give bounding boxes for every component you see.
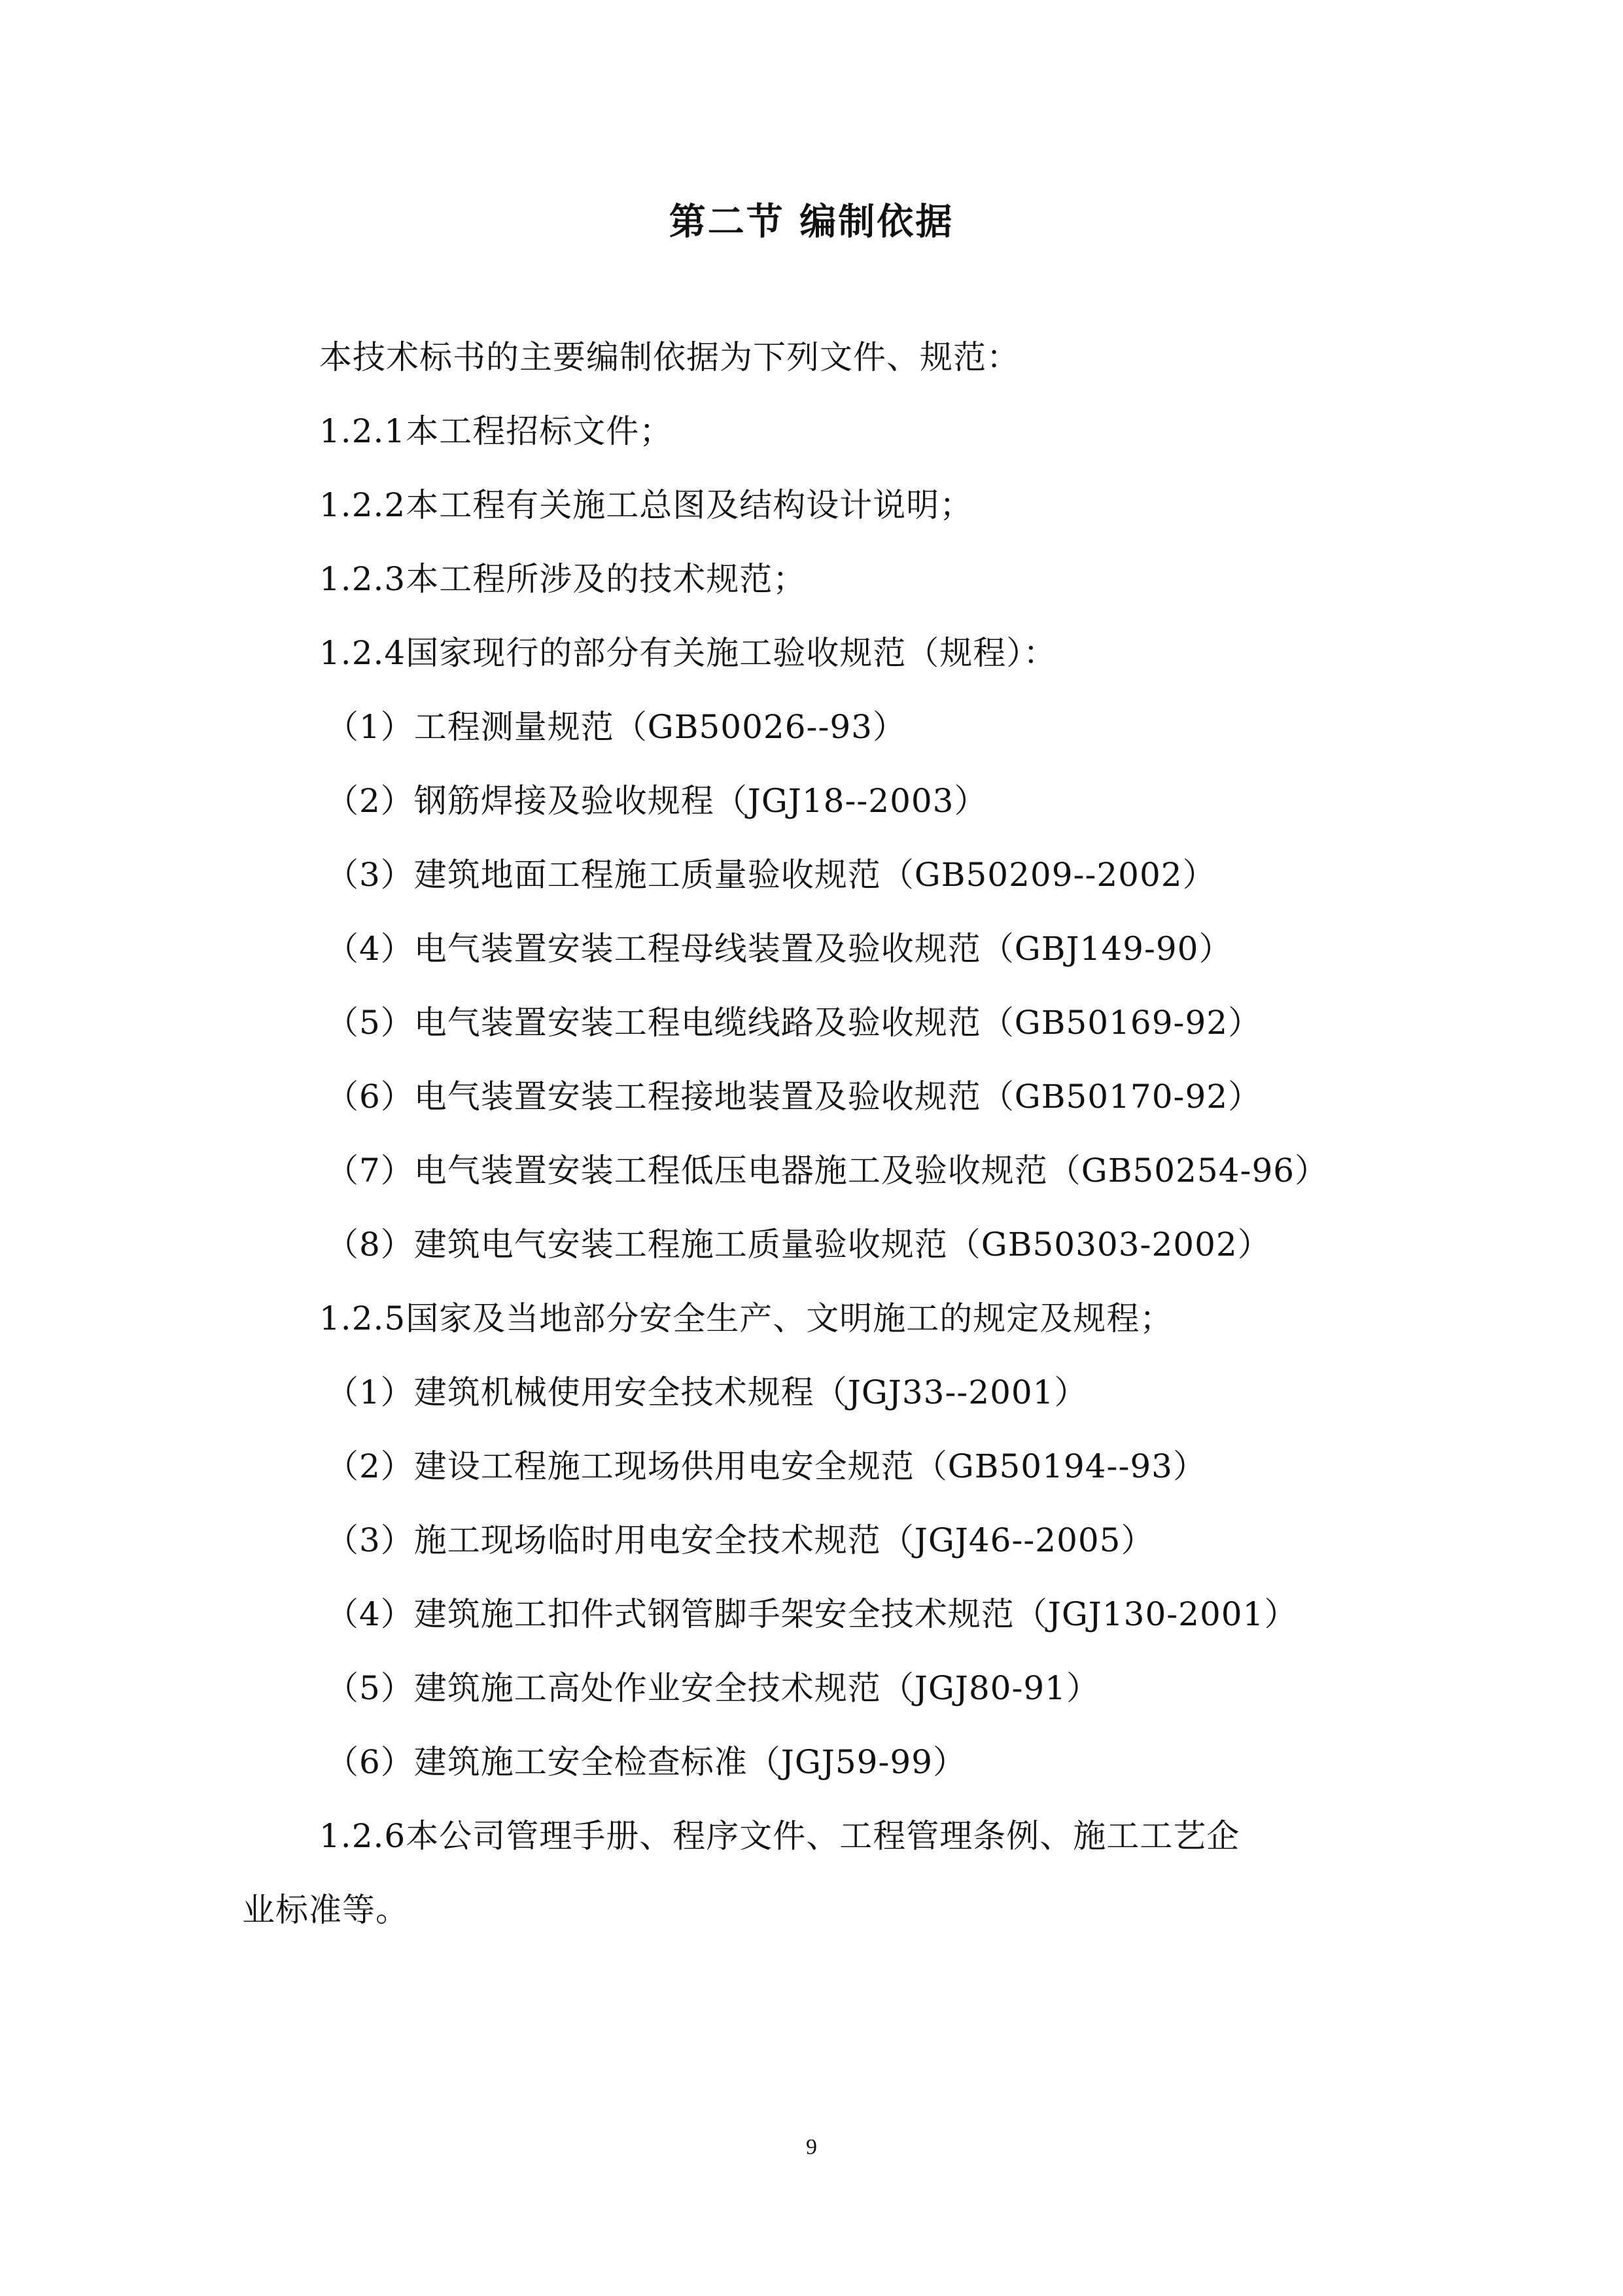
standard-list-item: （2）钢筋焊接及验收规程（JGJ18--2003） (326, 782, 988, 820)
standard-list-item: （5）建筑施工高处作业安全技术规范（JGJ80-91） (326, 1669, 1100, 1707)
closing-line-2: 业标准等。 (242, 1891, 409, 1929)
basis-list-item: 1.2.5国家及当地部分安全生产、文明施工的规定及规程； (319, 1299, 1174, 1337)
standard-list-item: （6）电气装置安装工程接地装置及验收规范（GB50170-92） (326, 1078, 1262, 1116)
closing-line-1: 1.2.6本公司管理手册、程序文件、工程管理条例、施工工艺企 (319, 1817, 1240, 1855)
basis-list-item: 1.2.3本工程所涉及的技术规范； (319, 560, 807, 598)
standard-list-item: （7）电气装置安装工程低压电器施工及验收规范（GB50254-96） (326, 1152, 1329, 1190)
standard-list-item: （4）建筑施工扣件式钢管脚手架安全技术规范（JGJ130-2001） (326, 1595, 1298, 1633)
basis-list-item: 1.2.4国家现行的部分有关施工验收规范（规程）： (319, 634, 1057, 672)
basis-list (242, 395, 1400, 1799)
standard-list-item: （1）工程测量规范（GB50026--93） (326, 708, 906, 746)
standard-list-item: （8）建筑电气安装工程施工质量验收规范（GB50303-2002） (326, 1226, 1271, 1263)
standard-list-item: （4）电气装置安装工程母线装置及验收规范（GBJ149-90） (326, 930, 1232, 968)
basis-list-item: 1.2.1本工程招标文件； (319, 412, 673, 450)
page-number: 9 (806, 2135, 817, 2159)
standard-list-item: （3）建筑地面工程施工质量验收规范（GB50209--2002） (326, 856, 1216, 894)
document-body (242, 321, 1400, 1947)
standard-list-item: （5）电气装置安装工程电缆线路及验收规范（GB50169-92） (326, 1004, 1262, 1042)
closing-paragraph (242, 1799, 1400, 1947)
standard-list-item: （6）建筑施工安全检查标准（JGJ59-99） (326, 1743, 966, 1781)
intro-paragraph: 本技术标书的主要编制依据为下列文件、规范： (319, 338, 1020, 376)
basis-list-item: 1.2.2本工程有关施工总图及结构设计说明； (319, 486, 973, 524)
section-title: 第二节 编制依据 (669, 201, 954, 243)
standard-list-item: （1）建筑机械使用安全技术规程（JGJ33--2001） (326, 1373, 1088, 1411)
standard-list-item: （3）施工现场临时用电安全技术规范（JGJ46--2005） (326, 1521, 1155, 1559)
standard-list-item: （2）建设工程施工现场供用电安全规范（GB50194--93） (326, 1447, 1206, 1485)
